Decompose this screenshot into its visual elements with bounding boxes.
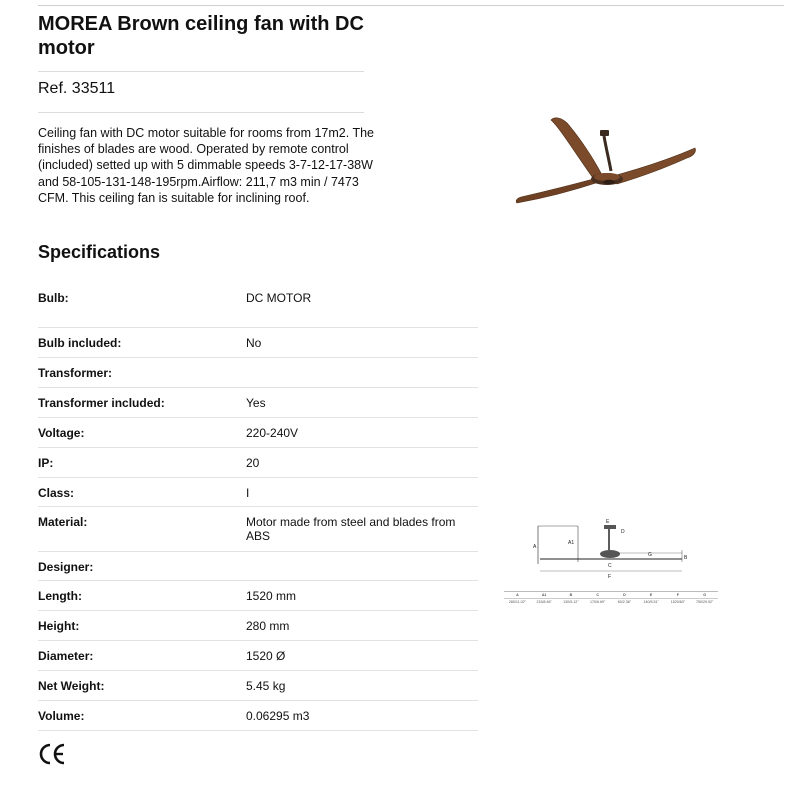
dim-letter-d: D	[621, 529, 625, 535]
spec-label: Bulb included:	[38, 336, 122, 350]
dim-letter-c: C	[608, 563, 612, 569]
dim-col-a1	[531, 591, 558, 605]
spec-value: 280 mm	[246, 619, 290, 633]
spec-row-material	[38, 507, 478, 552]
spec-label: Class:	[38, 486, 75, 500]
dim-letter-b: B	[684, 555, 688, 561]
spec-label: Diameter:	[38, 649, 94, 663]
spec-value: No	[246, 336, 262, 350]
product-reference: Ref. 33511	[38, 80, 116, 97]
spec-row-bulb	[38, 283, 478, 328]
dim-letter-g: G	[648, 552, 652, 558]
spec-row-volume	[38, 701, 478, 731]
product-description: Ceiling fan with DC motor suitable for rooms from 17m2. The finishes of blades are wood. Operated by remote control (included) setted up with 5 dimmable speeds 3-7-12-17-38W and 58-105-131-148-195rpm.Airflow: 211,7 m3 min / 7473 CFM. This ceiling fan is suitable for inclining roof.	[38, 126, 375, 205]
spec-value: 220-240V	[246, 426, 299, 440]
top-divider	[38, 5, 784, 6]
dim-key: B	[558, 592, 585, 599]
dim-key: E	[638, 592, 665, 599]
dim-value: 280/11.02"	[508, 600, 526, 604]
dim-col-c	[584, 591, 611, 605]
spec-value: Motor made from steel and blades from ABS	[246, 515, 456, 543]
dim-value: 215/8.46"	[536, 600, 552, 604]
dim-col-b	[558, 591, 585, 605]
spec-label: Volume:	[38, 709, 85, 723]
spec-row-transformer-included	[38, 388, 478, 418]
dim-value: 750/29.52"	[695, 600, 714, 604]
spec-label: Material:	[38, 515, 88, 529]
spec-row-length	[38, 581, 478, 611]
spec-value	[246, 552, 478, 580]
title-divider	[38, 71, 364, 72]
ce-mark-icon	[38, 741, 68, 767]
spec-value: Yes	[246, 396, 266, 410]
spec-label: Bulb:	[38, 291, 69, 305]
spec-value: DC MOTOR	[246, 291, 312, 305]
spec-label: Designer:	[38, 560, 94, 574]
spec-label: Transformer included:	[38, 396, 165, 410]
dim-key: C	[584, 592, 611, 599]
product-title: MOREA Brown ceiling fan with DC motor	[38, 13, 364, 59]
dim-col-e	[638, 591, 665, 605]
dim-letter-a: A	[533, 544, 537, 550]
fan-product-image	[505, 108, 705, 213]
spec-label: Voltage:	[38, 426, 85, 440]
spec-label: Height:	[38, 619, 80, 633]
dim-value: 60/2.36"	[617, 600, 632, 604]
spec-value: 20	[246, 456, 260, 470]
dim-value: 1520/60"	[670, 600, 686, 604]
dim-key: G	[691, 592, 718, 599]
spec-row-ip	[38, 448, 478, 478]
dim-letter-e: E	[606, 519, 610, 525]
dim-key: A1	[531, 592, 558, 599]
specifications-table	[38, 283, 478, 731]
dim-key: A	[504, 592, 531, 599]
reference-divider	[38, 112, 364, 113]
spec-row-bulb-included	[38, 328, 478, 358]
spec-value: 1520 mm	[246, 589, 297, 603]
dim-col-f	[665, 591, 692, 605]
dim-value: 140/5.51"	[643, 600, 659, 604]
spec-value: I	[246, 486, 250, 500]
spec-row-designer	[38, 552, 478, 581]
spec-label: Net Weight:	[38, 679, 105, 693]
spec-row-net-weight	[38, 671, 478, 701]
dim-value: 130/5.12"	[563, 600, 579, 604]
spec-value	[246, 358, 478, 387]
dim-col-a	[504, 591, 531, 605]
spec-row-transformer	[38, 358, 478, 388]
dim-col-d	[611, 591, 638, 605]
dimension-table	[504, 591, 718, 605]
spec-value: 5.45 kg	[246, 679, 286, 693]
dim-letter-a1: A1	[568, 540, 575, 546]
spec-label: Transformer:	[38, 366, 113, 380]
spec-value: 0.06295 m3	[246, 709, 310, 723]
dim-value: 170/6.69"	[589, 600, 606, 604]
spec-label: Length:	[38, 589, 82, 603]
specifications-heading: Specifications	[38, 242, 161, 262]
spec-row-diameter	[38, 641, 478, 671]
spec-value: 1520 Ø	[246, 649, 286, 663]
dim-letter-f: F	[608, 574, 612, 580]
dim-col-g	[691, 591, 718, 605]
dim-key: D	[611, 592, 638, 599]
spec-row-voltage	[38, 418, 478, 448]
spec-row-class	[38, 478, 478, 507]
dim-key: F	[665, 592, 692, 599]
spec-label: IP:	[38, 456, 54, 470]
spec-row-height	[38, 611, 478, 641]
